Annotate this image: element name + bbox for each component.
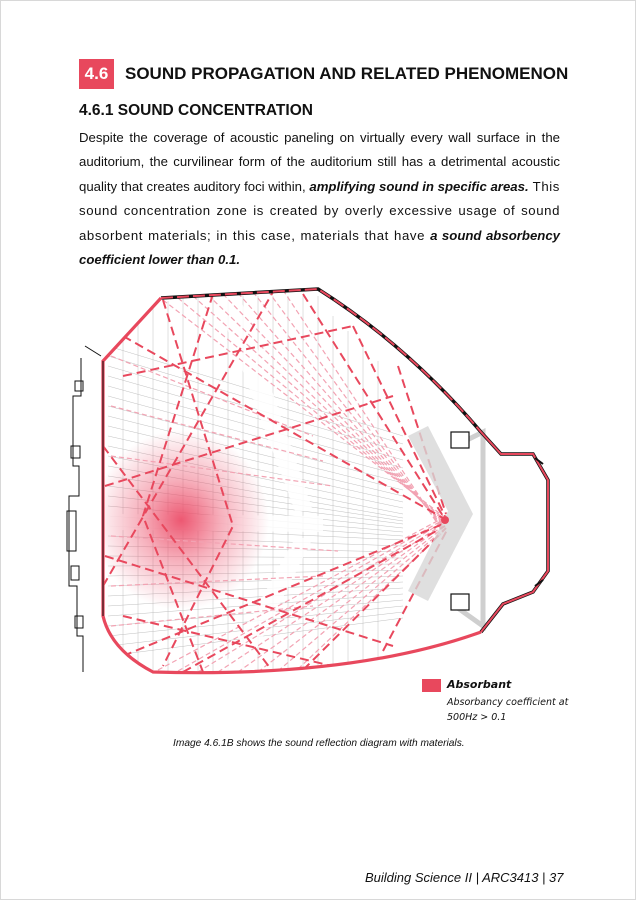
paragraph-text-2: This sound concentration zone is created by overly excessive usage of sound absorbent materials; in this case, materials that have <box>79 178 560 243</box>
section-number-badge: 4.6 <box>79 59 114 89</box>
image-caption: Image 4.6.1B shows the sound reflection diagram with materials. <box>173 738 465 749</box>
subsection-title: 4.6.1 SOUND CONCENTRATION <box>79 102 313 119</box>
sound-source-point <box>441 516 449 524</box>
paragraph-text-1: Despite the coverage of acoustic paneling on virtually every wall surface in the auditorium, the curvilinear form of the auditorium still has a detrimental acoustic quality that creates auditory foci within, <box>79 130 560 194</box>
body-paragraph <box>79 126 560 272</box>
absorbant-swatch <box>422 679 441 692</box>
paragraph-emphasis-2: a sound absorbency coefficient lower than 0.1. <box>79 227 560 268</box>
paragraph-emphasis-1: amplifying sound in specific areas. <box>309 178 529 194</box>
material-legend <box>422 678 572 723</box>
legend-description <box>447 695 577 725</box>
section-title: SOUND PROPAGATION AND RELATED PHENOMENON <box>125 64 569 83</box>
page-footer: Building Science II | ARC3413 | 37 <box>365 870 564 885</box>
legend-description-line-2: 500Hz > 0.1 <box>447 712 507 723</box>
stage-area <box>408 426 483 626</box>
sound-reflection-diagram <box>63 286 563 691</box>
legend-title: Absorbant <box>447 678 512 691</box>
legend-description-line-1: Absorbancy coefficient at <box>447 697 569 708</box>
exterior-structure <box>67 346 101 672</box>
section-header <box>79 59 568 89</box>
